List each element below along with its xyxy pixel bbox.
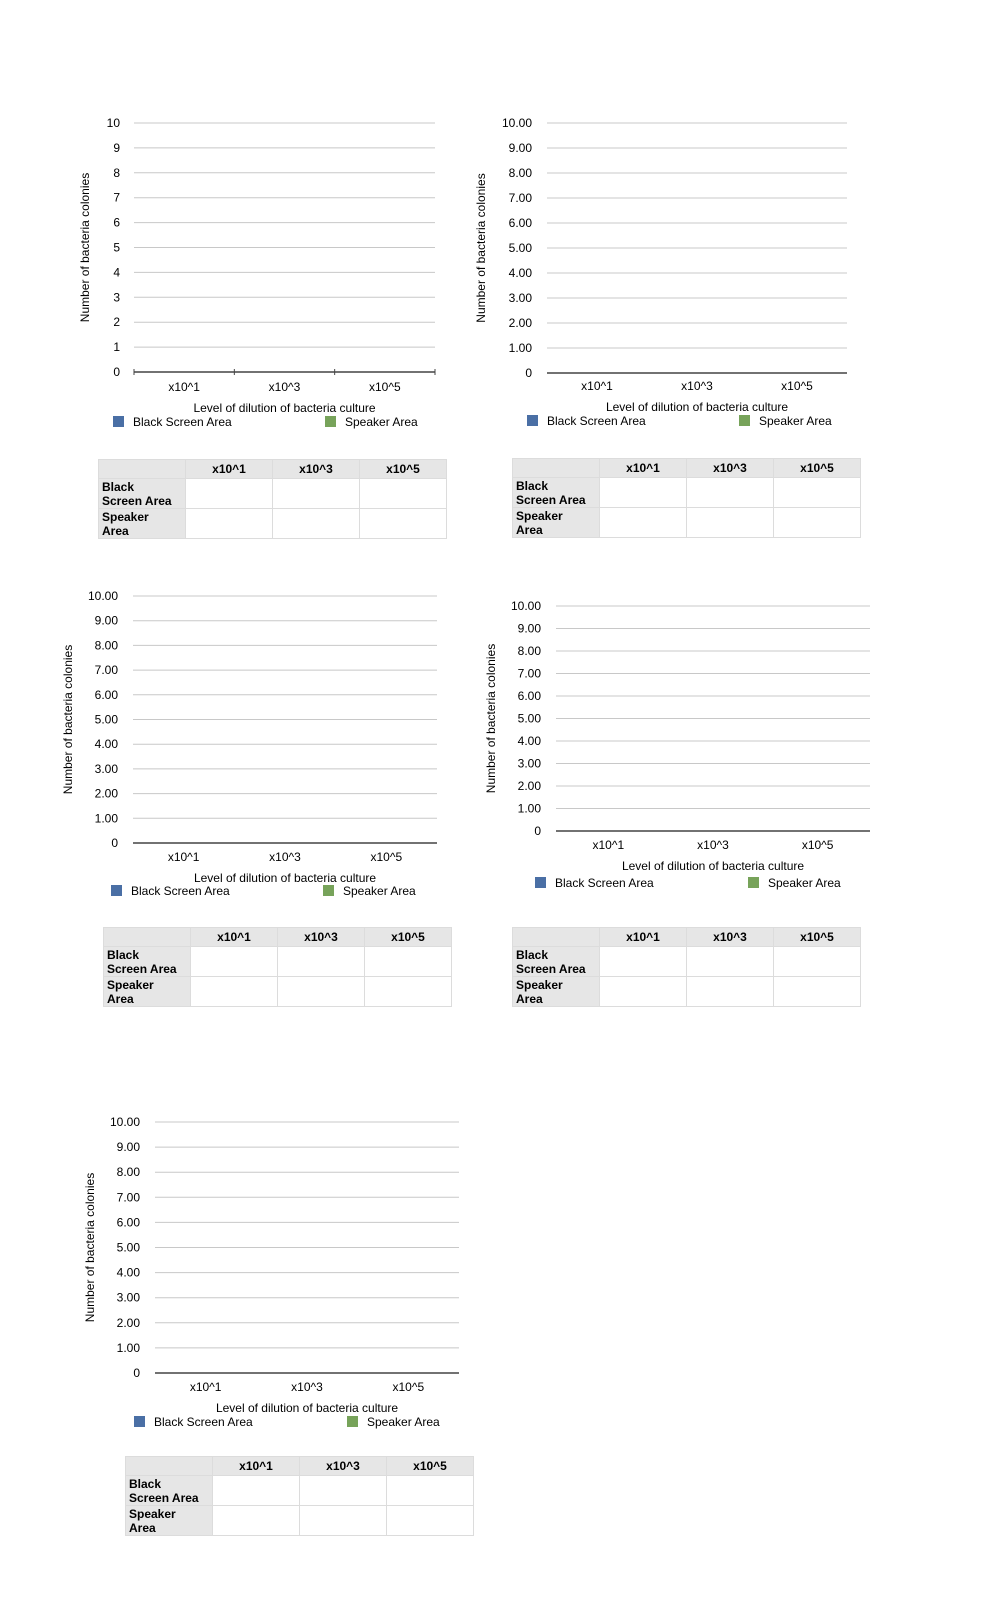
table-row-label: Speaker Area [513, 508, 600, 538]
x-tick-label: x10^3 [268, 380, 301, 394]
y-tick-label: 10.00 [109, 1115, 140, 1129]
data-table-4 [512, 927, 861, 1007]
table-cell[interactable] [300, 1476, 387, 1506]
legend-label: Black Screen Area [131, 884, 230, 898]
data-table-2 [512, 458, 861, 538]
y-tick-label: 6.00 [517, 689, 541, 703]
y-tick-label: 5.00 [94, 712, 118, 727]
table-cell[interactable] [278, 947, 365, 977]
table-cell[interactable] [186, 509, 273, 539]
table-cell[interactable] [387, 1476, 474, 1506]
table-cell[interactable] [774, 508, 861, 538]
y-tick-label: 10.00 [510, 599, 541, 613]
table-column-header: x10^1 [191, 928, 278, 947]
table-row [99, 509, 447, 539]
table-cell[interactable] [213, 1506, 300, 1536]
y-tick-label: 10.00 [87, 589, 118, 603]
y-tick-label: 9 [113, 140, 120, 155]
y-tick-label: 1.00 [508, 341, 532, 355]
y-tick-label: 3.00 [116, 1290, 140, 1305]
y-tick-label: 5.00 [116, 1240, 140, 1255]
y-tick-label: 7 [113, 190, 120, 205]
table-column-header: x10^3 [278, 928, 365, 947]
y-tick-label: 6.00 [508, 216, 532, 230]
x-tick-label: x10^3 [291, 1380, 323, 1394]
table-column-header: x10^5 [774, 459, 861, 478]
y-tick-label: 2 [113, 315, 120, 330]
y-tick-label: 8.00 [116, 1165, 140, 1180]
table-row [513, 478, 861, 508]
table-cell[interactable] [687, 508, 774, 538]
table-row [513, 508, 861, 538]
table-cell[interactable] [186, 479, 273, 509]
table-cell[interactable] [687, 947, 774, 977]
table-row [126, 1506, 474, 1536]
table-column-header: x10^3 [300, 1457, 387, 1476]
legend-label: Black Screen Area [154, 1415, 253, 1429]
table-corner [126, 1457, 213, 1476]
y-tick-label: 1.00 [517, 801, 541, 816]
y-tick-label: 7.00 [116, 1190, 140, 1205]
x-tick-label: x10^3 [697, 838, 729, 852]
table-row [104, 947, 452, 977]
y-tick-label: 0 [534, 824, 541, 838]
y-tick-label: 9.00 [116, 1140, 140, 1155]
table-row-label: Speaker Area [104, 977, 191, 1007]
table-cell[interactable] [687, 977, 774, 1007]
table-column-header: x10^5 [387, 1457, 474, 1476]
table-cell[interactable] [774, 947, 861, 977]
table-column-header: x10^3 [687, 459, 774, 478]
table-cell[interactable] [300, 1506, 387, 1536]
x-tick-label: x10^5 [370, 850, 403, 864]
table-row [513, 947, 861, 977]
table-row-label: Speaker Area [99, 509, 186, 539]
x-tick-label: x10^1 [168, 380, 200, 394]
x-tick-label: x10^5 [781, 379, 813, 393]
table-cell[interactable] [191, 947, 278, 977]
y-tick-label: 1.00 [116, 1340, 140, 1355]
table-cell[interactable] [278, 977, 365, 1007]
x-tick-label: x10^5 [392, 1380, 425, 1394]
table-column-header: x10^5 [365, 928, 452, 947]
legend-label: Speaker Area [367, 1415, 440, 1429]
y-axis-title: Number of bacteria colonies [83, 1172, 97, 1323]
table-cell[interactable] [600, 977, 687, 1007]
table-row [126, 1476, 474, 1506]
table-column-header: x10^1 [600, 928, 687, 947]
y-tick-label: 5.00 [517, 711, 541, 726]
table-cell[interactable] [273, 479, 360, 509]
table-column-header: x10^3 [273, 460, 360, 479]
y-tick-label: 4.00 [116, 1265, 140, 1280]
x-tick-label: x10^5 [801, 838, 834, 852]
y-tick-label: 5.00 [508, 241, 532, 255]
legend-swatch [134, 1416, 145, 1427]
y-tick-label: 3 [113, 290, 120, 305]
y-tick-label: 3.00 [508, 291, 532, 305]
y-tick-label: 7.00 [508, 191, 532, 205]
table-row-label: Speaker Area [513, 977, 600, 1007]
legend-label: Speaker Area [759, 414, 832, 428]
table-row [513, 977, 861, 1007]
y-axis-title: Number of bacteria colonies [474, 173, 488, 323]
x-tick-label: x10^3 [269, 850, 301, 864]
table-cell[interactable] [365, 947, 452, 977]
y-tick-label: 8 [113, 165, 120, 180]
y-tick-label: 4.00 [517, 734, 541, 748]
y-tick-label: 3.00 [517, 756, 541, 771]
x-tick-label: x10^1 [189, 1380, 222, 1394]
y-tick-label: 0 [133, 1366, 140, 1380]
y-tick-label: 6 [113, 215, 120, 230]
legend-swatch [347, 1416, 358, 1427]
x-tick-label: x10^1 [592, 838, 625, 852]
x-tick-label: x10^3 [681, 379, 713, 393]
legend-label: Black Screen Area [547, 414, 646, 428]
y-tick-label: 7.00 [94, 663, 118, 678]
table-row-label: Black Screen Area [104, 947, 191, 977]
table-row [104, 977, 452, 1007]
table-column-header: x10^5 [774, 928, 861, 947]
table-cell[interactable] [365, 977, 452, 1007]
x-axis-title: Level of dilution of bacteria culture [193, 401, 376, 415]
y-tick-label: 9.00 [517, 621, 541, 636]
x-axis-title: Level of dilution of bacteria culture [621, 859, 805, 873]
legend-label: Speaker Area [768, 876, 841, 890]
table-column-header: x10^3 [687, 928, 774, 947]
x-tick-label: x10^5 [369, 380, 401, 394]
y-tick-label: 3.00 [94, 761, 118, 776]
y-tick-label: 6.00 [116, 1215, 140, 1230]
y-tick-label: 9.00 [94, 613, 118, 628]
data-table-5 [125, 1456, 474, 1536]
table-column-header: x10^1 [213, 1457, 300, 1476]
table-cell[interactable] [600, 947, 687, 977]
table-row-label: Black Screen Area [99, 479, 186, 509]
x-axis-title: Level of dilution of bacteria culture [215, 1401, 399, 1415]
x-axis-title: Level of dilution of bacteria culture [605, 400, 789, 414]
table-corner [99, 460, 186, 479]
legend-label: Speaker Area [343, 884, 416, 898]
y-tick-label: 1 [113, 340, 120, 355]
y-tick-label: 2.00 [508, 316, 532, 330]
y-tick-label: 6.00 [94, 687, 118, 702]
table-cell[interactable] [774, 478, 861, 508]
data-table-3 [103, 927, 452, 1007]
table-row-label: Speaker Area [126, 1506, 213, 1536]
y-tick-label: 8.00 [508, 166, 532, 180]
y-axis-title: Number of bacteria colonies [78, 172, 92, 323]
y-tick-label: 0 [525, 366, 532, 380]
y-tick-label: 7.00 [517, 666, 541, 681]
y-tick-label: 5 [113, 240, 120, 255]
y-tick-label: 10.00 [501, 116, 532, 130]
y-tick-label: 2.00 [94, 786, 118, 801]
table-corner [104, 928, 191, 947]
table-cell[interactable] [687, 478, 774, 508]
y-tick-label: 2.00 [116, 1315, 140, 1330]
y-axis-title: Number of bacteria colonies [484, 643, 498, 794]
table-cell[interactable] [273, 509, 360, 539]
y-tick-label: 4.00 [508, 266, 532, 280]
legend-label: Speaker Area [345, 415, 418, 429]
legend-label: Black Screen Area [555, 876, 654, 890]
table-row-label: Black Screen Area [513, 478, 600, 508]
y-tick-label: 8.00 [94, 638, 118, 653]
y-tick-label: 4.00 [94, 737, 118, 752]
table-cell[interactable] [387, 1506, 474, 1536]
table-cell[interactable] [360, 479, 447, 509]
y-tick-label: 10 [106, 116, 120, 130]
table-column-header: x10^1 [600, 459, 687, 478]
y-axis-title: Number of bacteria colonies [61, 644, 75, 795]
table-row [99, 479, 447, 509]
table-cell[interactable] [213, 1476, 300, 1506]
table-cell[interactable] [774, 977, 861, 1007]
table-cell[interactable] [600, 478, 687, 508]
data-table-1 [98, 459, 447, 539]
x-tick-label: x10^1 [167, 850, 200, 864]
table-corner [513, 459, 600, 478]
y-tick-label: 0 [113, 365, 120, 379]
x-tick-label: x10^1 [581, 379, 613, 393]
table-column-header: x10^5 [360, 460, 447, 479]
y-tick-label: 2.00 [517, 779, 541, 793]
x-axis-title: Level of dilution of bacteria culture [193, 871, 377, 885]
table-row-label: Black Screen Area [513, 947, 600, 977]
legend-label: Black Screen Area [133, 415, 232, 429]
table-column-header: x10^1 [186, 460, 273, 479]
y-tick-label: 0 [111, 836, 118, 850]
table-cell[interactable] [600, 508, 687, 538]
table-corner [513, 928, 600, 947]
y-tick-label: 9.00 [508, 141, 532, 155]
table-row-label: Black Screen Area [126, 1476, 213, 1506]
y-tick-label: 4 [113, 265, 120, 280]
y-tick-label: 8.00 [517, 644, 541, 658]
table-cell[interactable] [191, 977, 278, 1007]
y-tick-label: 1.00 [94, 811, 118, 826]
table-cell[interactable] [360, 509, 447, 539]
